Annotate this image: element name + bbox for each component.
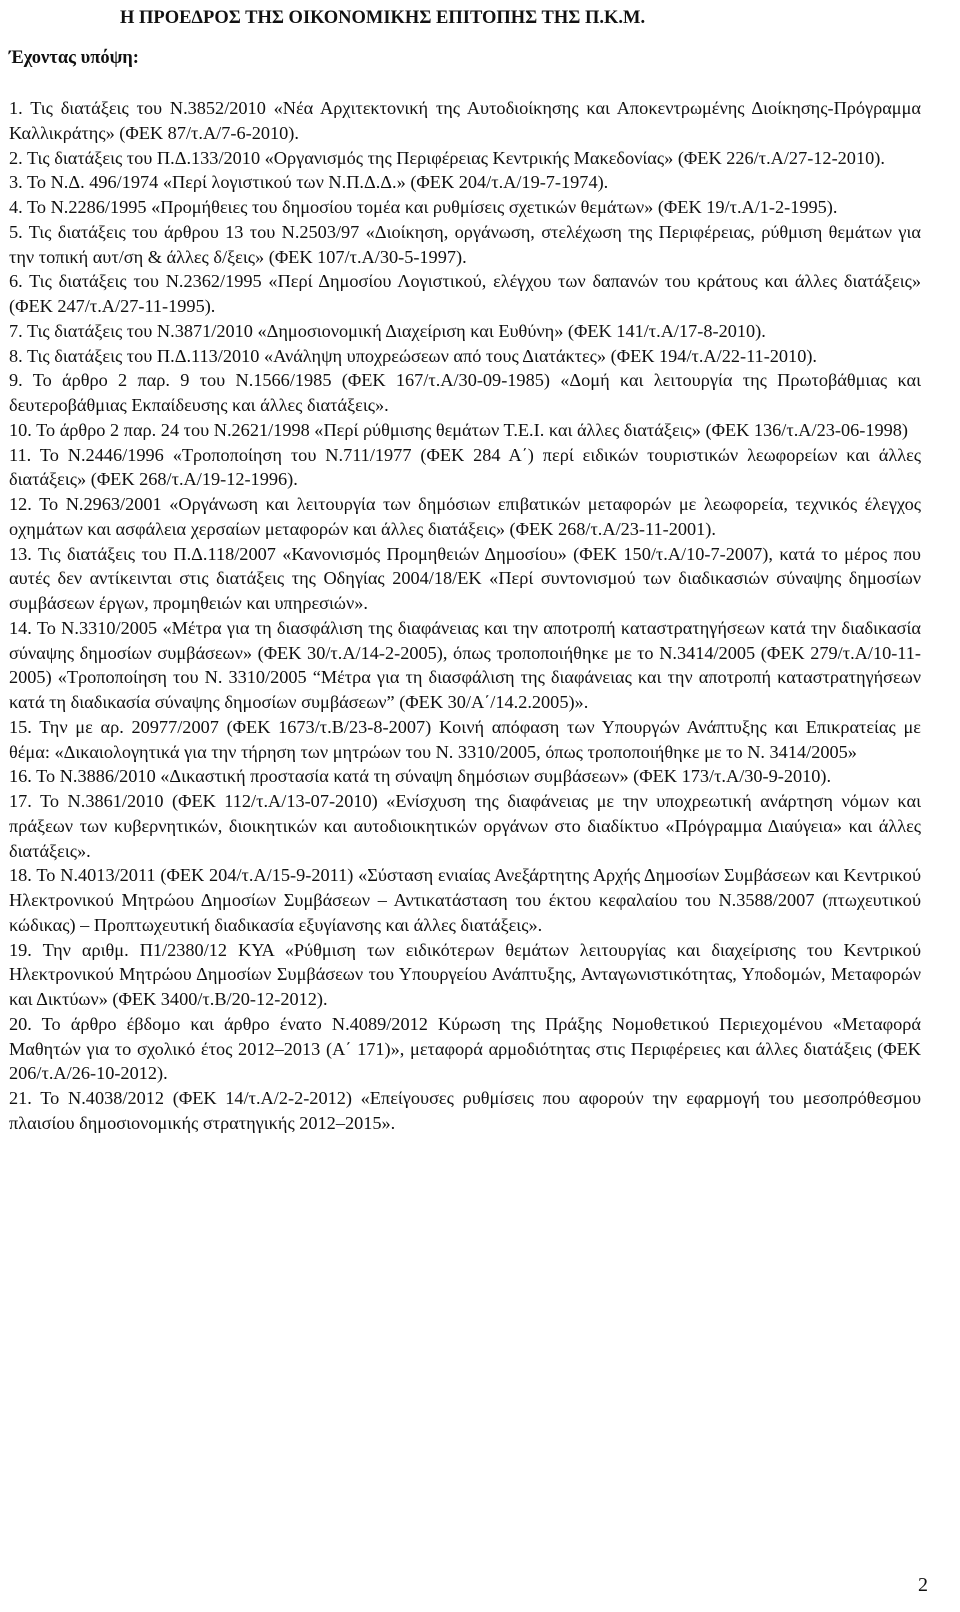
item-number: 3. bbox=[9, 172, 23, 193]
item-text: Την αριθμ. Π1/2380/12 ΚΥΑ «Ρύθμιση των ειδικότερων θεμάτων λειτουργίας και διαχείρισης του Κεντρικού Ηλεκτρονικού Μητρώου Δημοσίων Συμβάσεων του Υπουργείου Ανάπτυξης, Ανταγωνιστικότητας, Υποδομών, Μεταφορών και Δικτύων» (ΦΕΚ 3400/τ.Β/20-12-2012). bbox=[9, 939, 921, 1009]
list-item bbox=[9, 938, 921, 1012]
list-item bbox=[9, 616, 921, 715]
item-number: 13. bbox=[9, 543, 32, 564]
item-number: 10. bbox=[9, 419, 32, 440]
list-item bbox=[9, 368, 921, 418]
item-text: Τις διατάξεις του Π.Δ.113/2010 «Ανάληψη υποχρεώσεων από τους Διατάκτες» (ΦΕΚ 194/τ.Α/22-11-2010). bbox=[26, 345, 817, 366]
item-text: Το Ν.4013/2011 (ΦΕΚ 204/τ.Α/15-9-2011) «Σύσταση ενιαίας Ανεξάρτητης Αρχής Δημοσίων Συμβάσεων και Κεντρικού Ηλεκτρονικού Μητρώου Δημοσίων Συμβάσεων – Αντικατάσταση του έκτου κεφαλαίου του Ν.3588/2007 (πτωχευτικού κώδικας) – Προπτωχευτική διαδικασία εξυγίανσης και άλλες διατάξεις». bbox=[9, 865, 921, 935]
list-item bbox=[9, 96, 921, 146]
list-item bbox=[9, 542, 921, 616]
item-number: 1. bbox=[9, 98, 23, 118]
item-number: 19. bbox=[9, 939, 32, 960]
item-number: 16. bbox=[9, 766, 32, 787]
item-number: 14. bbox=[9, 617, 32, 638]
list-item bbox=[9, 418, 921, 443]
list-item bbox=[9, 1086, 921, 1136]
item-text: Το Ν.2286/1995 «Προμήθειες του δημοσίου τομέα και ρυθμίσεις σχετικών θεμάτων» (ΦΕΚ 19/τ.Α/1-2-1995). bbox=[26, 197, 838, 217]
list-item bbox=[9, 492, 921, 542]
item-text: Το Ν.3886/2010 «Δικαστική προστασία κατά τη σύναψη δημόσιων συμβάσεων» (ΦΕΚ 173/τ.Α/30-9-2010). bbox=[36, 766, 832, 787]
list-item bbox=[9, 764, 921, 789]
item-text: Το άρθρο 2 παρ. 9 του Ν.1566/1985 (ΦΕΚ 167/τ.Α/30-09-1985) «Δομή και λειτουργία της Πρωτοβάθμιας και δευτεροβάθμιας Εκπαίδευσης και άλλες διατάξεις». bbox=[9, 370, 922, 415]
list-item bbox=[9, 146, 921, 171]
item-text: Το άρθρο 2 παρ. 24 του Ν.2621/1998 «Περί ρύθμισης θεμάτων Τ.Ε.Ι. και άλλες διατάξεις» (ΦΕΚ 136/τ.Α/23-06-1998) bbox=[36, 419, 908, 440]
list-item bbox=[9, 319, 921, 344]
item-number: 8. bbox=[9, 345, 23, 366]
item-number: 5. bbox=[9, 221, 23, 242]
item-text: Τις διατάξεις του Ν.3852/2010 «Νέα Αρχιτεκτονική της Αυτοδιοίκησης και Αποκεντρωμένης Διοίκησης-Πρόγραμμα Καλλικράτης» (ΦΕΚ 87/τ.Α/7-6-2010). bbox=[9, 98, 921, 143]
item-text: Τις διατάξεις του Π.Δ.118/2007 «Κανονισμός Προμηθειών Δημοσίου» (ΦΕΚ 150/τ.Α/10-7-2007), κατά το μέρος που αυτές δεν αντίκεινται στις διατάξεις της Οδηγίας 2004/18/ΕΚ «Περί συντονισμού των διαδικασιών σύναψης δημοσίων συμβάσεων έργων, προμηθειών και υπηρεσιών». bbox=[9, 543, 921, 613]
item-text: Το Ν.2963/2001 «Οργάνωση και λειτουργία των δημόσιων επιβατικών μεταφορών με λεωφορεία, τεχνικός έλεγχος οχημάτων και ασφάλεια χερσαίων μεταφορών και άλλες διατάξεις» (ΦΕΚ 268/τ.Α/23-11-2001). bbox=[9, 494, 921, 539]
item-number: 18. bbox=[9, 865, 32, 886]
item-number: 20. bbox=[9, 1013, 32, 1034]
item-text: Το Ν.4038/2012 (ΦΕΚ 14/τ.Α/2-2-2012) «Επείγουσες ρυθμίσεις που αφορούν την εφαρμογή του μεσοπρόθεσμου πλαισίου δημοσιονομικής στρατηγικής 2012–2015». bbox=[9, 1088, 921, 1133]
list-item bbox=[9, 1012, 921, 1086]
list-item bbox=[9, 220, 921, 270]
item-number: 17. bbox=[9, 791, 32, 811]
list-item bbox=[9, 443, 921, 493]
item-text: Το Ν.3861/2010 (ΦΕΚ 112/τ.Α/13-07-2010) «Ενίσχυση της διαφάνειας με την υποχρεωτική ανάρτηση νόμων και πράξεων των κυβερνητικών, διοικητικών και αυτοδιοικητικών οργάνων στο διαδίκτυο «Πρόγραμμα Διαύγεια» και άλλες διατάξεις». bbox=[9, 791, 921, 861]
item-number: 4. bbox=[9, 197, 23, 217]
item-number: 12. bbox=[9, 494, 32, 514]
item-text: Το άρθρο έβδομο και άρθρο ένατο Ν.4089/2012 Κύρωση της Πράξης Νομοθετικού Περιεχομένου «Μεταφορά Μαθητών για το σχολικό έτος 2012–2013 (Α΄ 171)», μεταφορά αρμοδιότητας στις Περιφέρειες και άλλες διατάξεις (ΦΕΚ 206/τ.Α/26-10-2012). bbox=[9, 1013, 921, 1084]
item-text: Τις διατάξεις του Ν.2362/1995 «Περί Δημοσίου Λογιστικού, ελέγχου των δαπανών του κράτους και άλλες διατάξεις» (ΦΕΚ 247/τ.Α/27-11-1995). bbox=[9, 271, 921, 316]
item-number: 9. bbox=[9, 370, 23, 391]
list-item bbox=[9, 789, 921, 863]
item-text: Το Ν.3310/2005 «Μέτρα για τη διασφάλιση της διαφάνειας και την αποτροπή καταστρατηγήσεων κατά την διαδικασία σύναψης δημοσίων συμβάσεων» (ΦΕΚ 30/τ.Α/14-2-2005), όπως τροποποιήθηκε με το Ν.3414/2005 (ΦΕΚ 279/τ.Α/10-11-2005) «Τροποποίηση του Ν. 3310/2005 “Μέτρα για τη διασφάλιση της διαφάνειας και την αποτροπή καταστρατηγήσεων κατά τη διαδικασία σύναψης δημοσίων συμβάσεων” (ΦΕΚ 30/Α΄/14.2.2005)». bbox=[9, 617, 921, 712]
list-item bbox=[9, 269, 921, 319]
legal-basis-list bbox=[9, 96, 921, 1136]
item-text: Τις διατάξεις του Ν.3871/2010 «Δημοσιονομική Διαχείριση και Ευθύνη» (ΦΕΚ 141/τ.Α/17-8-2010). bbox=[26, 320, 766, 341]
page-number: 2 bbox=[918, 1574, 928, 1596]
item-number: 6. bbox=[9, 271, 23, 292]
item-text: Το Ν.Δ. 496/1974 «Περί λογιστικού των Ν.Π.Δ.Δ.» (ΦΕΚ 204/τ.Α/19-7-1974). bbox=[26, 172, 609, 193]
considering-heading: Έχοντας υπόψη: bbox=[9, 48, 139, 68]
item-text: Τις διατάξεις του άρθρου 13 του Ν.2503/97 «Διοίκηση, οργάνωση, στελέχωση της Περιφέρειας, ρύθμιση θεμάτων για την τοπική αυτ/ση & άλλες δ/ξεις» (ΦΕΚ 107/τ.Α/30-5-1997). bbox=[9, 221, 921, 267]
list-item bbox=[9, 170, 921, 195]
list-item bbox=[9, 344, 921, 369]
list-item bbox=[9, 863, 921, 937]
item-number: 7. bbox=[9, 320, 23, 341]
item-number: 2. bbox=[9, 147, 23, 168]
document-title: Η ΠΡΟΕΔΡΟΣ ΤΗΣ ΟΙΚΟΝΟΜΙΚΗΣ ΕΠΙΤΟΠΗΣ ΤΗΣ Π.Κ.Μ. bbox=[120, 8, 646, 28]
list-item bbox=[9, 195, 921, 220]
item-number: 15. bbox=[9, 716, 32, 737]
item-number: 21. bbox=[9, 1088, 32, 1108]
item-text: Την με αρ. 20977/2007 (ΦΕΚ 1673/τ.Β/23-8-2007) Κοινή απόφαση των Υπουργών Ανάπτυξης και Επικρατείας με θέμα: «Δικαιολογητικά για την τήρηση των μητρώων του Ν. 3310/2005, όπως τροποποιήθηκε με το Ν. 3414/2005» bbox=[9, 716, 921, 762]
list-item bbox=[9, 715, 921, 765]
item-number: 11. bbox=[9, 444, 32, 465]
item-text: Τις διατάξεις του Π.Δ.133/2010 «Οργανισμός της Περιφέρειας Κεντρικής Μακεδονίας» (ΦΕΚ 226/τ.Α/27-12-2010). bbox=[26, 147, 885, 168]
item-text: Το Ν.2446/1996 «Τροποποίηση του Ν.711/1977 (ΦΕΚ 284 Α΄) περί ειδικών τουριστικών λεωφορείων και άλλες διατάξεις» (ΦΕΚ 268/τ.Α/19-12-1996). bbox=[9, 444, 921, 490]
